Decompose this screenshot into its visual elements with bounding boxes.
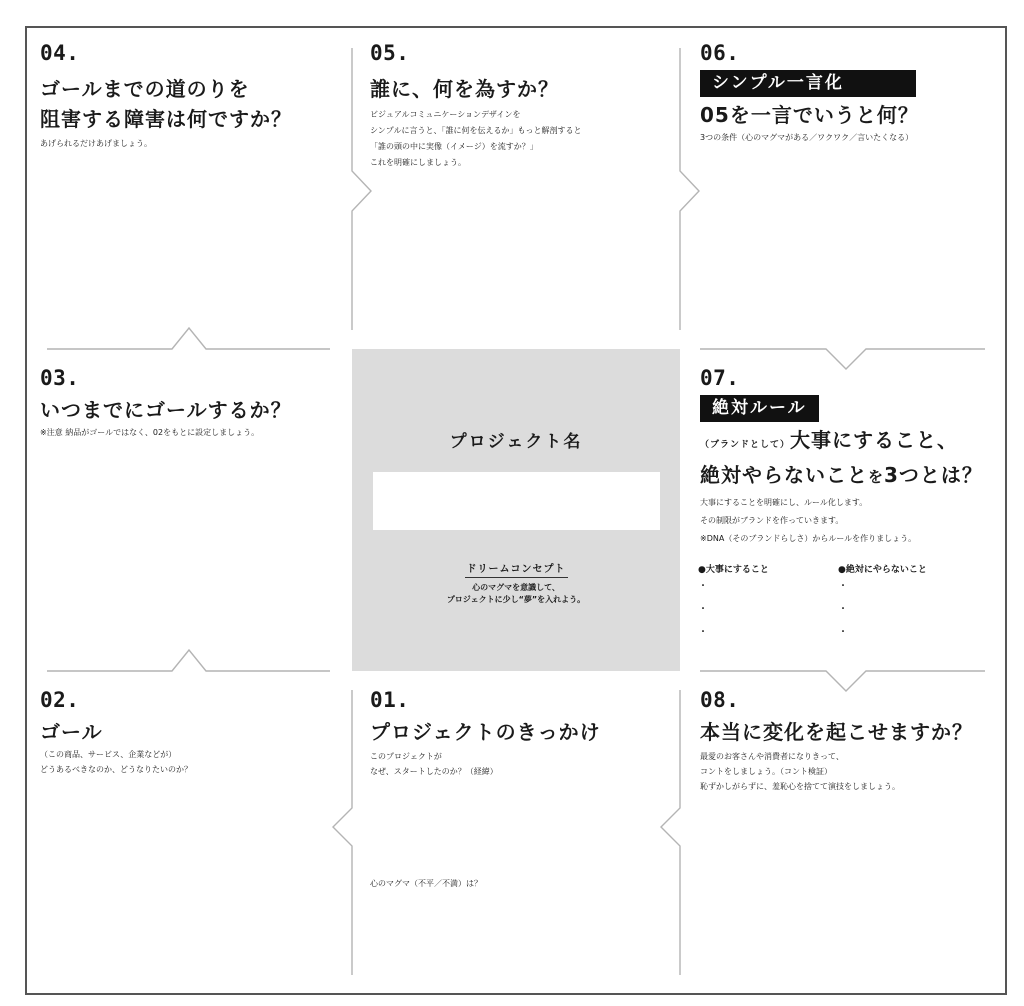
section-number: 08.: [700, 688, 740, 712]
list-bullet: ・: [698, 604, 708, 615]
section-note: [40, 136, 292, 151]
section-number: 02.: [40, 688, 80, 712]
section-question: [700, 717, 973, 747]
note-line: ※DNA（そのブランドらしさ）からルールを作りましょう。: [700, 534, 917, 543]
note-line: シンプルに言うと、「誰に何を伝えるか」もっと解剖すると: [370, 126, 582, 135]
question-text: を: [868, 468, 885, 486]
note-line: その制限がブランドを作っていきます。: [700, 516, 844, 525]
dream-concept-note: [352, 582, 680, 606]
section-number: 07.: [700, 366, 740, 390]
note-line: このプロジェクトが: [370, 752, 442, 761]
question-line: 05を一言でいうと何？: [700, 103, 919, 127]
question-line: ゴール: [40, 720, 103, 744]
section-number: 06.: [700, 41, 740, 65]
note-line: プロジェクトに少し“夢”を入れよう。: [446, 595, 586, 604]
section-note: [40, 425, 292, 440]
section-tag: シンプル一言化: [700, 70, 916, 97]
list-bullet: ・: [838, 604, 848, 615]
list-bullet: ・: [698, 581, 708, 592]
question-text: 絶対やらないこと: [700, 463, 868, 487]
note-line: ※注意 納品がゴールではなく、02をもとに設定しましょう。: [40, 428, 260, 437]
section-03: [40, 365, 292, 440]
section-question: [700, 425, 983, 492]
section-question: [40, 74, 292, 134]
section-06: [700, 40, 919, 145]
section-number: 05.: [370, 41, 410, 65]
question-line: いつまでにゴールするか？: [40, 398, 292, 422]
question-line: [700, 425, 983, 460]
question-line: ゴールまでの道のりを: [40, 77, 250, 101]
list-important: [698, 562, 769, 644]
note-line: 3つの条件（心のマグマがある／ワクワク／言いたくなる）: [700, 133, 914, 142]
list-heading: ●大事にすること: [698, 565, 769, 575]
list-never: [838, 562, 927, 644]
center-project-box: [352, 349, 680, 671]
section-question: [370, 74, 581, 104]
magma-question: 心のマグマ（不平／不満）は？: [370, 879, 482, 888]
question-text: 3つとは？: [884, 463, 983, 487]
section-05: [370, 40, 581, 171]
section-tag: 絶対ルール: [700, 395, 819, 422]
note-line: 最愛のお客さんや消費者になりきって、: [700, 752, 844, 761]
project-name-input[interactable]: [373, 472, 660, 530]
section-02: [40, 687, 192, 777]
section-note: [700, 749, 973, 794]
section-question: [700, 100, 919, 130]
section-note: [40, 747, 192, 777]
section-note: [370, 107, 581, 171]
section-number: 04.: [40, 41, 80, 65]
section-04: [40, 40, 292, 151]
list-bullet: ・: [838, 627, 848, 638]
section-question: [40, 395, 292, 425]
note-line: なぜ、スタートしたのか？（経緯）: [370, 767, 498, 776]
section-01: [370, 687, 601, 779]
note-line: コントをしましょう。（コント検証）: [700, 767, 832, 776]
note-line: 「誰の頭の中に実像（イメージ）を流すか？」: [370, 142, 538, 151]
note-line: これを明確にしましょう。: [370, 158, 466, 167]
question-line: 本当に変化を起こせますか？: [700, 720, 973, 744]
note-line: どうあるべきなのか、どうなりたいのか？: [40, 765, 192, 774]
section-note: [700, 130, 919, 145]
question-line: プロジェクトのきっかけ: [370, 720, 601, 744]
note-line: あげられるだけあげましょう。: [40, 139, 152, 148]
list-bullet: ・: [698, 627, 708, 638]
note-line: 恥ずかしがらずに、羞恥心を捨てて演技をしましょう。: [700, 782, 900, 791]
section-question: [40, 717, 192, 747]
question-line: 阻害する障害は何ですか？: [40, 107, 292, 131]
project-name-title: プロジェクト名: [449, 432, 583, 452]
question-line: 誰に、何を為すか？: [370, 77, 559, 101]
list-bullet: ・: [838, 581, 848, 592]
question-text: 大事にすること、: [790, 428, 959, 452]
note-line: 心のマグマを意識して、: [472, 583, 560, 592]
section-number: 01.: [370, 688, 410, 712]
note-line: ビジュアルコミュニケーションデザインを: [370, 110, 521, 119]
section-note: [370, 749, 601, 779]
note-line: （この商品、サービス、企業などが）: [40, 750, 177, 759]
question-prefix: （ブランドとして）: [700, 440, 791, 450]
section-note: [700, 494, 983, 548]
question-line: [700, 460, 983, 492]
section-08: [700, 687, 973, 794]
note-line: 大事にすることを明確にし、ルール化します。: [700, 498, 868, 507]
section-number: 03.: [40, 366, 80, 390]
section-question: [370, 717, 601, 747]
dream-concept-heading: ドリームコンセプト: [465, 564, 568, 578]
section-07: [700, 365, 983, 548]
list-heading: ●絶対にやらないこと: [838, 565, 927, 575]
